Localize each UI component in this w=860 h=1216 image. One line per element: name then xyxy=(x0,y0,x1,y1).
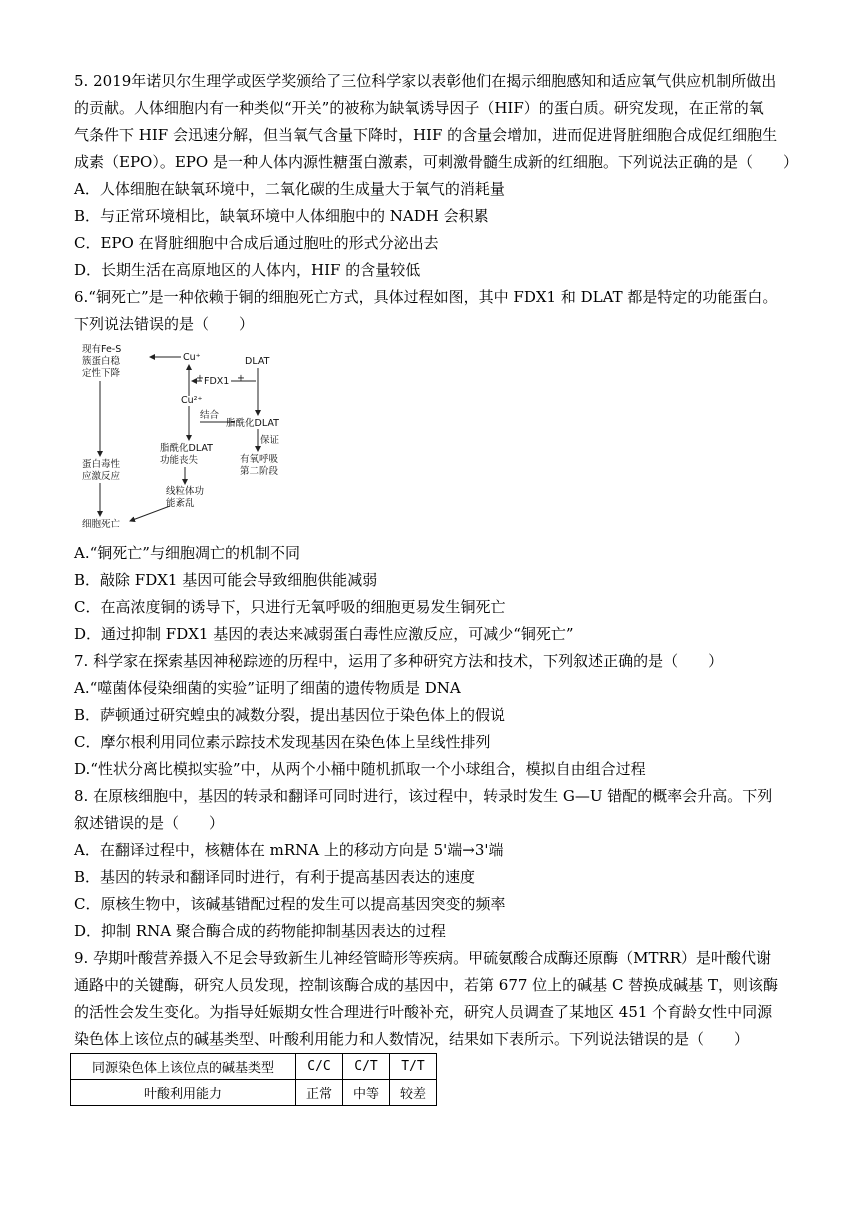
q8-option-c: C．原核生物中，该碱基错配过程的发生可以提高基因突变的频率 xyxy=(74,895,506,913)
q5-option-b: B．与正常环境相比，缺氧环境中人体细胞中的 NADH 会积累 xyxy=(74,207,489,225)
diagram-stress-2: 应激反应 xyxy=(82,471,121,482)
table-row-header: 同源染色体上该位点的碱基类型 xyxy=(71,1054,296,1080)
table-row xyxy=(71,1080,437,1106)
diagram-loss-2: 功能丧失 xyxy=(160,455,199,466)
diagram-aerobic-2: 第二阶段 xyxy=(240,466,279,477)
table-cell: 中等 xyxy=(343,1080,390,1106)
diagram-cu-plus: Cu⁺ xyxy=(183,352,201,363)
q7-option-c: C．摩尔根利用同位素示踪技术发现基因在染色体上呈线性排列 xyxy=(74,733,491,751)
q7-option-b: B．萨顿通过研究蝗虫的减数分裂，提出基因位于染色体上的假说 xyxy=(74,706,506,724)
q6-stem-line-2: 下列说法错误的是（ ） xyxy=(74,315,255,333)
q5-option-d: D．长期生活在高原地区的人体内，HIF 的含量较低 xyxy=(74,261,421,279)
q9-stem-line-4: 染色体上该位点的碱基类型、叶酸利用能力和人数情况，结果如下表所示。下列说法错误的是（ ） xyxy=(74,1030,750,1048)
diagram-plus-2: + xyxy=(237,373,245,384)
table-cell: 较差 xyxy=(390,1080,437,1106)
q7-option-d: D.“性状分离比模拟实验”中，从两个小桶中随机抓取一个小球组合，模拟自由组合过程 xyxy=(74,760,646,778)
q5-stem-line-3: 气条件下 HIF 会迅速分解，但当氧气含量下降时，HIF 的含量会增加，进而促进肾脏细胞合成促红细胞生 xyxy=(74,126,778,144)
q5-stem-line-2: 的贡献。人体细胞内有一种类似“开关”的被称为缺氧诱导因子（HIF）的蛋白质。研究发现，在正常的氧 xyxy=(74,99,764,117)
table-cell: C/T xyxy=(343,1054,390,1080)
diagram-guarantee: 保证 xyxy=(260,435,280,446)
q5-option-a: A．人体细胞在缺氧环境中，二氧化碳的生成量大于氧气的消耗量 xyxy=(74,180,505,198)
table-cell: T/T xyxy=(390,1054,437,1080)
q6-option-d: D．通过抑制 FDX1 基因的表达来减弱蛋白毒性应激反应，可减少“铜死亡” xyxy=(74,625,574,643)
diagram-lipo-dlat: 脂酰化DLAT xyxy=(226,418,279,429)
q8-option-b: B．基因的转录和翻译同时进行，有利于提高基因表达的速度 xyxy=(74,868,476,886)
q6-option-c: C．在高浓度铜的诱导下，只进行无氧呼吸的细胞更易发生铜死亡 xyxy=(74,598,506,616)
copper-death-diagram xyxy=(80,343,320,535)
diagram-dlat: DLAT xyxy=(245,356,270,367)
q8-stem-line-1: 8. 在原核细胞中，基因的转录和翻译可同时进行，该过程中，转录时发生 G—U 错配的概率会升高。下列 xyxy=(74,787,773,805)
q7-option-a: A.“噬菌体侵染细菌的实验”证明了细菌的遗传物质是 DNA xyxy=(74,679,461,697)
q8-stem-line-2: 叙述错误的是（ ） xyxy=(74,814,225,832)
arrow-mito-to-death xyxy=(130,506,170,521)
table-row-header: 叶酸利用能力 xyxy=(71,1080,296,1106)
q6-option-a: A.“铜死亡”与细胞凋亡的机制不同 xyxy=(74,544,300,562)
diagram-plus-1: + xyxy=(196,373,204,384)
diagram-loss-1: 脂酰化DLAT xyxy=(160,443,213,454)
q5-option-c: C．EPO 在肾脏细胞中合成后通过胞吐的形式分泌出去 xyxy=(74,234,439,252)
table-cell: 正常 xyxy=(296,1080,343,1106)
diagram-cu2-plus: Cu²⁺ xyxy=(181,395,203,406)
diagram-fdx1: FDX1 xyxy=(204,376,230,387)
diagram-mito-2: 能紊乱 xyxy=(166,498,195,509)
table-cell: C/C xyxy=(296,1054,343,1080)
q5-stem-line-1: 5. 2019年诺贝尔生理学或医学奖颁给了三位科学家以表彰他们在揭示细胞感知和适应氧气供应机制所做出 xyxy=(74,72,777,90)
q5-stem-line-4: 成素（EPO）。EPO 是一种人体内源性糖蛋白激素，可刺激骨髓生成新的红细胞。下列说法正确的是（ ） xyxy=(74,153,798,171)
diagram-mito-1: 线粒体功 xyxy=(166,486,205,497)
genotype-table xyxy=(70,1053,437,1106)
diagram-top-left-2: 簇蛋白稳 xyxy=(82,356,121,367)
q9-stem-line-2: 通路中的关键酶，研究人员发现，控制该酶合成的基因中，若第 677 位上的碱基 C 替换成碱基 T，则该酶 xyxy=(74,976,778,994)
table-row xyxy=(71,1054,437,1080)
q6-option-b: B．敲除 FDX1 基因可能会导致细胞供能减弱 xyxy=(74,571,378,589)
q8-option-a: A．在翻译过程中，核糖体在 mRNA 上的移动方向是 5'端→3'端 xyxy=(74,841,504,859)
q9-stem-line-3: 的活性会发生变化。为指导妊娠期女性合理进行叶酸补充，研究人员调查了某地区 451 个育龄女性中同源 xyxy=(74,1003,773,1021)
diagram-aerobic-1: 有氧呼吸 xyxy=(240,454,279,465)
diagram-top-left-1: 现有Fe-S xyxy=(82,344,122,355)
q8-option-d: D．抑制 RNA 聚合酶合成的药物能抑制基因表达的过程 xyxy=(74,922,446,940)
q7-stem-line-1: 7. 科学家在探索基因神秘踪迹的历程中，运用了多种研究方法和技术，下列叙述正确的是（ ） xyxy=(74,652,724,670)
q9-stem-line-1: 9. 孕期叶酸营养摄入不足会导致新生儿神经管畸形等疾病。甲硫氨酸合成酶还原酶（MTRR）是叶酸代谢 xyxy=(74,949,772,967)
diagram-death: 细胞死亡 xyxy=(82,519,121,530)
q6-stem-line-1: 6.“铜死亡”是一种依赖于铜的细胞死亡方式，具体过程如图，其中 FDX1 和 DLAT 都是特定的功能蛋白。 xyxy=(74,288,778,306)
diagram-top-left-3: 定性下降 xyxy=(82,368,121,379)
diagram-stress-1: 蛋白毒性 xyxy=(82,459,121,470)
diagram-bind: 结合 xyxy=(200,410,220,421)
